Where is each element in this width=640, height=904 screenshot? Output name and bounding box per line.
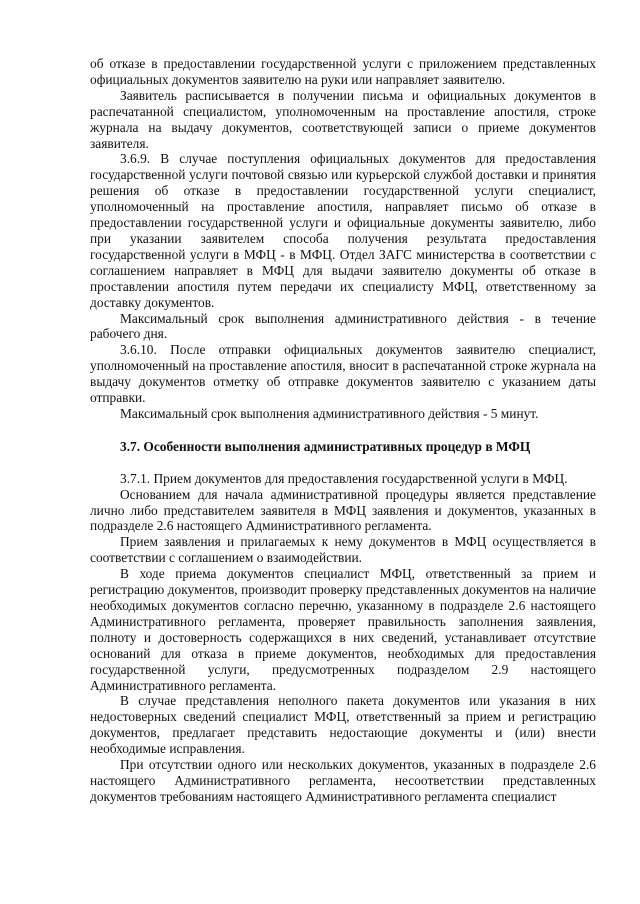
paragraph-absence: При отсутствии одного или нескольких документов, указанных в подразделе 2.6 настоящего Административного регламента, несоответствии представленных документов требованиям настоящего Административного регламента специалист xyxy=(90,757,596,804)
paragraph-incomplete: В случае представления неполного пакета документов или указания в них недостоверных сведений специалист МФЦ, ответственный за прием и регистрацию документов, предлагает представить недостающие документы и (или) внести необходимые исправления. xyxy=(90,693,596,757)
paragraph-max-term-2: Максимальный срок выполнения административного действия - 5 минут. xyxy=(120,405,539,421)
paragraph-signature: Заявитель расписывается в получении письма и официальных документов в распечатанной специалистом, уполномоченным на проставление апостиля, строке журнала на выдачу документов, соответствующей записи о приеме документов заявителя. xyxy=(90,87,596,151)
paragraph-continuation: об отказе в предоставлении государственной услуги с приложением представленных официальных документов заявителю на руки или направляет заявителю. xyxy=(90,56,596,87)
paragraph-during-reception: В ходе приема документов специалист МФЦ, ответственный за прием и регистрацию документов, производит проверку представленных документов на наличие необходимых документов согласно перечню, указанному в подразделе 2.6 настоящего Административного регламента, проверяет правильность заполнения заявления, полноту и достоверность содержащихся в них сведений, устанавливает отсутствие оснований для отказа в приеме документов, необходимых для предоставления государственной услуги, предусмотренных подразделом 2.9 настоящего Административного регламента. xyxy=(90,566,596,693)
paragraph-max-term-1: Максимальный срок выполнения административного действия - в течение рабочего дня. xyxy=(90,310,596,342)
document-page xyxy=(90,56,596,805)
paragraph-reception: Прием заявления и прилагаемых к нему документов в МФЦ осуществляется в соответствии с соглашением о взаимодействии. xyxy=(90,534,596,566)
paragraph-3-6-9: 3.6.9. В случае поступления официальных документов для предоставления государственной услуги почтовой связью или курьерской службой доставки и принятия решения об отказе в предоставлении государственной услуги специалист, уполномоченный на проставление апостиля, направляет письмо об отказе в предоставлении государственной услуги и официальные документы заявителю, либо при указании заявителем способа получения результата предоставления государственной услуги в МФЦ - в МФЦ. Отдел ЗАГС министерства в соответствии с соглашением направляет в МФЦ для выдачи заявителю документы об отказе в проставлении апостиля путем передачи их специалисту МФЦ, ответственному за доставку документов. xyxy=(90,151,596,310)
paragraph-3-7-1: 3.7.1. Прием документов для предоставления государственной услуги в МФЦ. xyxy=(120,470,568,486)
section-heading-3-7: 3.7. Особенности выполнения административных процедур в МФЦ xyxy=(120,438,531,454)
paragraph-basis: Основанием для начала административной процедуры является представление лично либо представителем заявителя в МФЦ заявления и документов, указанных в подразделе 2.6 настоящего Административного регламента. xyxy=(90,486,596,534)
paragraph-3-6-10: 3.6.10. После отправки официальных документов заявителю специалист, уполномоченный на проставление апостиля, вносит в распечатанной строке журнала на выдачу документов отметку об отправке документов заявителю с указанием даты отправки. xyxy=(90,342,596,406)
